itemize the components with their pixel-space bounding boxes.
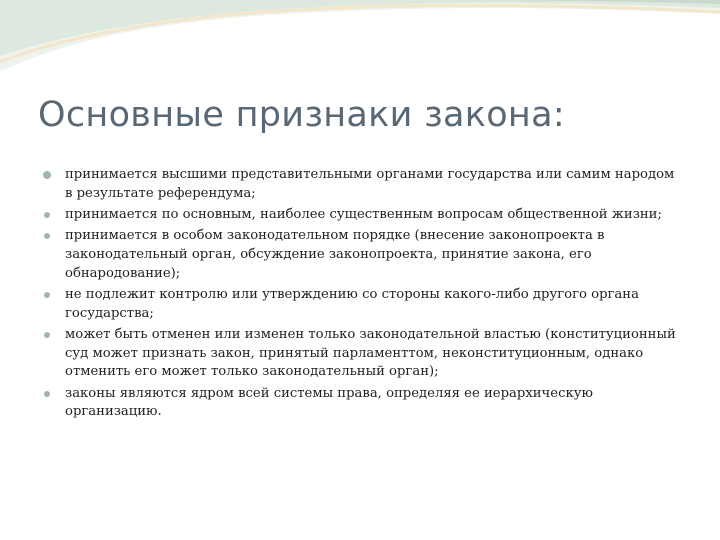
list-item: [44, 166, 684, 203]
bullet-icon: [43, 171, 51, 179]
bullet-icon: [44, 292, 50, 298]
bullet-icon: [44, 212, 50, 218]
bullet-icon: [44, 233, 50, 239]
bullet-text: принимается высшими представительными органами государства или самим народом в результате референдума;: [65, 167, 675, 201]
bullet-text: принимается в особом законодательном порядке (внесение законопроекта в законодательный орган, обсуждение законопроекта, принятие закона, его обнародование);: [65, 228, 605, 281]
bullet-text: законы являются ядром всей системы права, определяя ее иерархическую организацию.: [65, 385, 593, 420]
bullet-icon: [44, 391, 50, 397]
slide-title: Основные признаки закона:: [38, 95, 565, 135]
bullet-text: может быть отменен или изменен только законодательной властью (конституционный суд может признать закон, принятый парламенттом, неконституционным, однако отменить его может только законодательный орган);: [65, 326, 676, 380]
list-item: [44, 227, 684, 283]
list-item: [44, 286, 684, 323]
list-item: [44, 385, 684, 422]
list-item: [44, 326, 684, 382]
bullet-text: принимается по основным, наиболее существенным вопросам общественной жизни;: [65, 206, 662, 222]
decorative-swoosh: [0, 0, 720, 90]
bullet-text: не подлежит контролю или утверждению со стороны какого-либо другого органа государства;: [65, 286, 639, 321]
bullet-icon: [44, 332, 50, 338]
list-item: [44, 206, 684, 225]
bullet-list: [44, 166, 684, 425]
